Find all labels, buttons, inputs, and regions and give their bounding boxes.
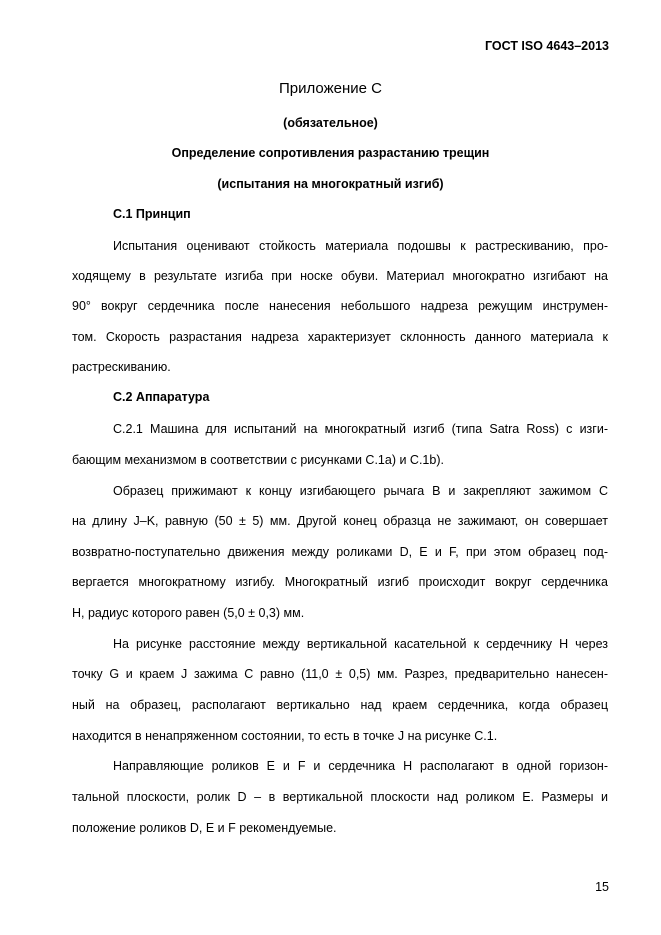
section-c2-heading: С.2 Аппаратура (113, 390, 210, 404)
text-line: растрескиванию. (72, 360, 171, 374)
text-line: Образец прижимают к концу изгибающего рычага В и закрепляют зажимом С (113, 484, 608, 498)
text-line: находится в ненапряженном состоянии, то есть в точке J на рисунке С.1. (72, 729, 498, 743)
text-line: Н, радиус которого равен (5,0 ± 0,3) мм. (72, 606, 305, 620)
text-line: Направляющие роликов Е и F и сердечника Н располагают в одной горизон- (113, 759, 608, 773)
text-line: ходящему в результате изгиба при носке обуви. Материал многократно изгибают на (72, 269, 608, 283)
annex-heading: Определение сопротивления разрастанию трещин (171, 146, 490, 160)
page-number: 15 (595, 880, 609, 894)
text-line: на длину J–K, равную (50 ± 5) мм. Другой конец образца не зажимают, он совершает (72, 514, 608, 528)
text-line: вергается многократному изгибу. Многократный изгиб происходит вокруг сердечника (72, 575, 608, 589)
text-line: точку G и краем J зажима С равно (11,0 ± 0,5) мм. Разрез, предварительно нанесен- (72, 667, 608, 681)
text-line: положение роликов D, E и F рекомендуемые. (72, 821, 337, 835)
annex-title: Приложение С (279, 80, 382, 97)
text-line: бающим механизмом в соответствии с рисунками С.1а) и С.1b). (72, 453, 444, 467)
document-code: ГОСТ ISO 4643–2013 (484, 39, 609, 53)
text-line: Испытания оценивают стойкость материала подошвы к растрескиванию, про- (113, 239, 608, 253)
text-line: 90° вокруг сердечника после нанесения небольшого надреза режущим инструмен- (72, 299, 608, 313)
text-line: тальной плоскости, ролик D – в вертикальной плоскости над роликом Е. Размеры и (72, 790, 608, 804)
annex-status: (обязательное) (283, 116, 378, 130)
text-line: возвратно-поступательно движения между роликами D, E и F, при этом образец под- (72, 545, 608, 559)
text-line: ный на образец, располагают вертикально над краем сердечника, когда образец (72, 698, 608, 712)
text-line: На рисунке расстояние между вертикальной касательной к сердечнику Н через (113, 637, 608, 651)
text-line: С.2.1 Машина для испытаний на многократный изгиб (типа Satra Ross) с изги- (113, 422, 608, 436)
text-line: том. Скорость разрастания надреза характеризует склонность данного материала к (72, 330, 608, 344)
annex-subheading: (испытания на многократный изгиб) (217, 177, 444, 191)
section-c1-heading: С.1 Принцип (113, 207, 191, 221)
